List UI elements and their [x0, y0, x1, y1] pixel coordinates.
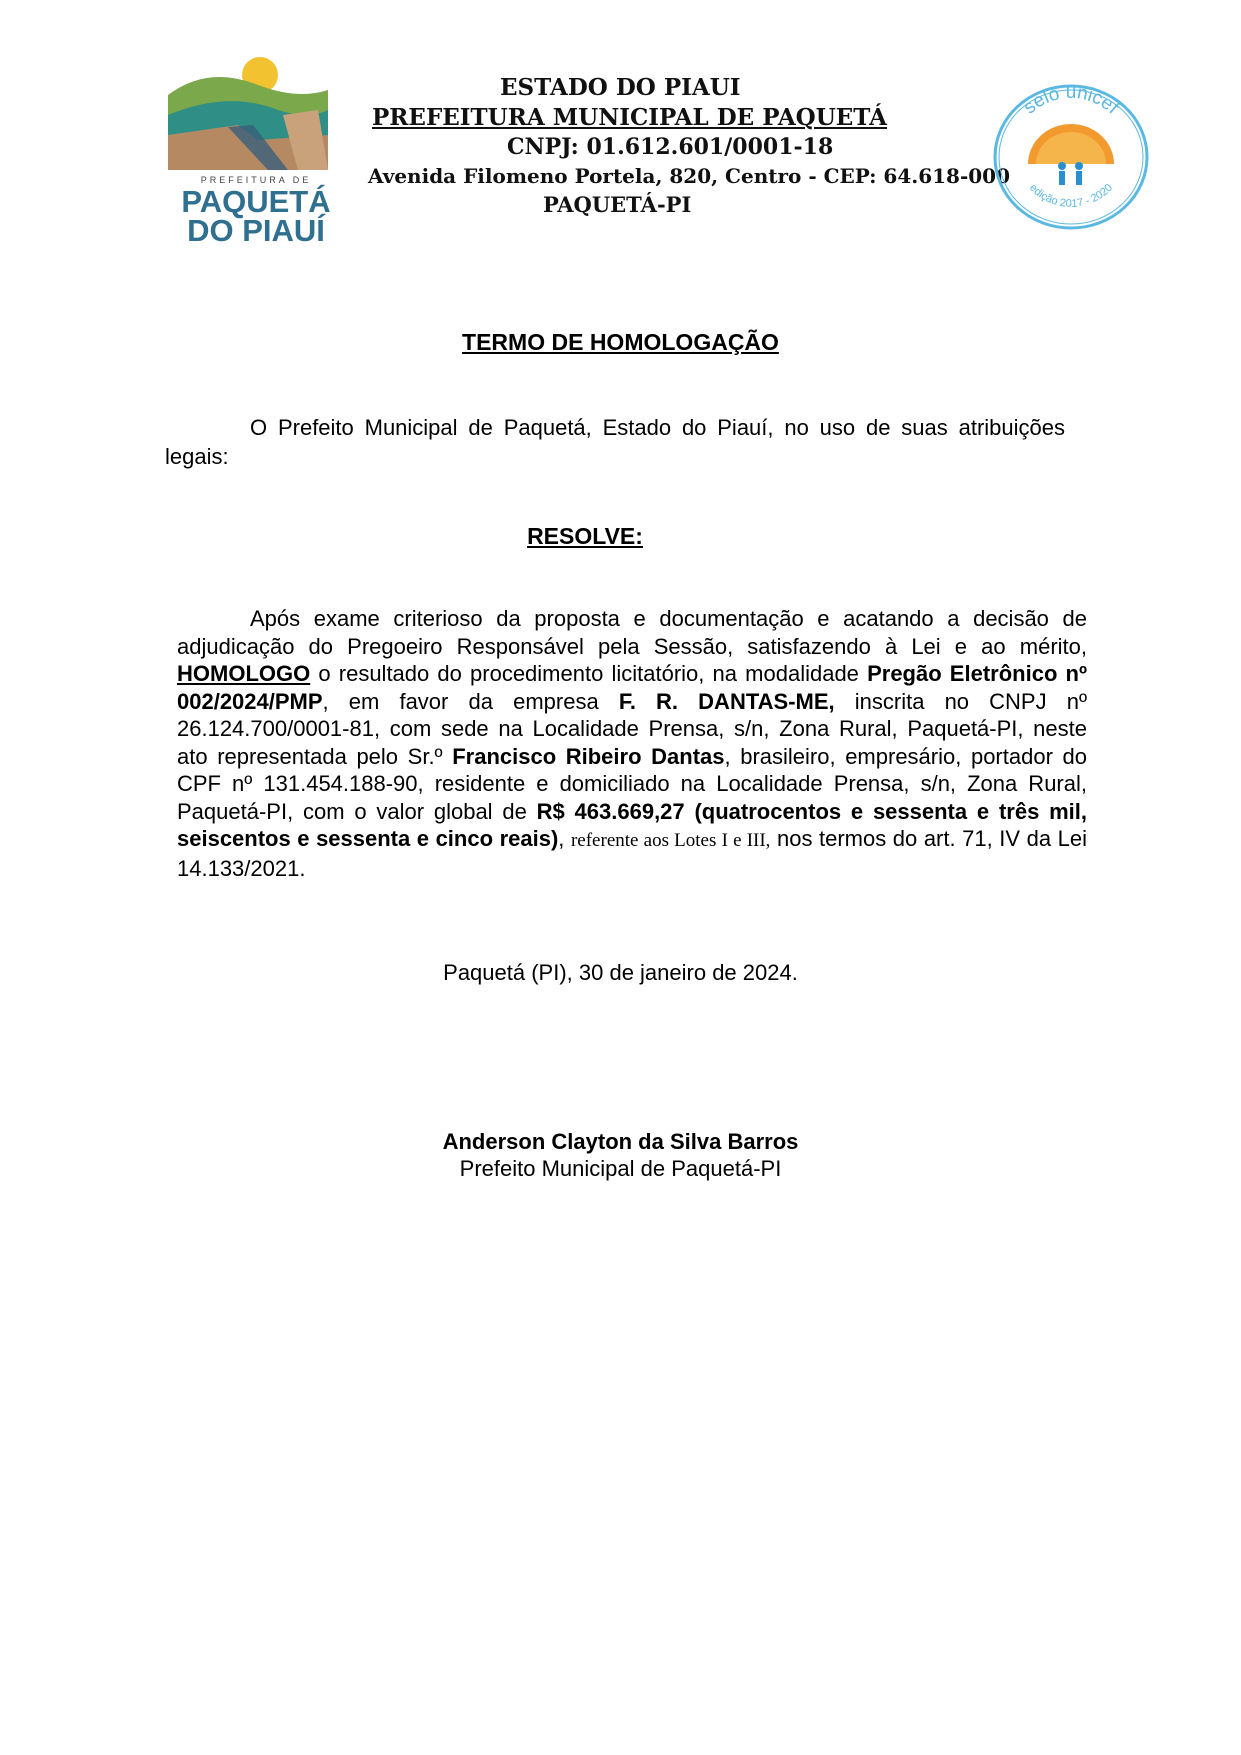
signer-name: Anderson Clayton da Silva Barros	[442, 1129, 799, 1154]
seal-bottom-text: edição 2017 - 2020	[1026, 181, 1116, 210]
svg-text:selo unicef	[1020, 82, 1124, 119]
header-prefecture: PREFEITURA MUNICIPAL DE PAQUETÁ	[372, 104, 887, 131]
representante-text: Francisco Ribeiro Dantas	[452, 743, 725, 769]
unicef-seal-icon	[990, 82, 1152, 232]
svg-text:edição 2017 - 2020	[1027, 182, 1115, 210]
unicef-seal	[990, 82, 1152, 232]
paqueta-logo-icon	[168, 55, 348, 247]
logo-main-line1: PAQUETÁ	[181, 184, 331, 219]
body-text-4: inscrita no CNPJ nº 26.124.700/0001-81, com sede na Localidade Prensa, s/n, Zona Rural, Paquetá-PI, neste ato representada pelo Sr.º	[177, 688, 1087, 769]
valor-text: R$ 463.669,27 (quatrocentos e sessenta e três mil, seiscentos e sessenta e cinco reais)	[177, 798, 1087, 851]
header-state: ESTADO DO PIAUI	[500, 74, 741, 101]
header-city: PAQUETÁ-PI	[543, 192, 692, 217]
modalidade-text: Pregão Eletrônico nº 002/2024/PMP	[177, 661, 1088, 714]
body-paragraph	[177, 605, 1087, 882]
homologo-text: HOMOLOGO	[177, 661, 311, 686]
header-address: Avenida Filomeno Portela, 820, Centro - CEP: 64.618-000	[368, 164, 1011, 188]
paqueta-logo	[168, 55, 348, 247]
document-date: Paquetá (PI), 30 de janeiro de 2024.	[443, 960, 798, 985]
body-text-7: nos termos do art. 71, IV da Lei 14.133/2021.	[177, 826, 1087, 881]
logo-main-line2: DO PIAUÍ	[187, 213, 325, 247]
resolve-heading: RESOLVE:	[527, 523, 643, 549]
body-text-2: o resultado do procedimento licitatório, na modalidade	[310, 661, 868, 686]
intro-paragraph: O Prefeito Municipal de Paquetá, Estado do Piauí, no uso de suas atribuições legais:	[165, 415, 1065, 469]
seal-top-text: selo unicef	[1019, 82, 1123, 119]
empresa-text: F. R. DANTAS-ME,	[618, 688, 835, 714]
logo-small-text: PREFEITURA DE	[200, 175, 312, 185]
body-text-6: ,	[558, 826, 571, 851]
body-text-1: Após exame criterioso da proposta e documentação e acatando a decisão de adjudicação do Pregoeiro Responsável pela Sessão, satisfazendo à Lei e ao mérito,	[177, 606, 1087, 659]
lotes-text: referente aos Lotes I e III,	[570, 830, 771, 851]
body-text-3: , em favor da empresa	[322, 688, 619, 714]
body-text-5: , brasileiro, empresário, portador do CPF nº 131.454.188-90, residente e domiciliado na Localidade Prensa, s/n, Zona Rural, Paquetá-PI, com o valor global de	[177, 743, 1087, 824]
document-title: TERMO DE HOMOLOGAÇÃO	[462, 329, 779, 355]
signer-role: Prefeito Municipal de Paquetá-PI	[459, 1156, 782, 1181]
header-cnpj: CNPJ: 01.612.601/0001-18	[507, 134, 834, 160]
